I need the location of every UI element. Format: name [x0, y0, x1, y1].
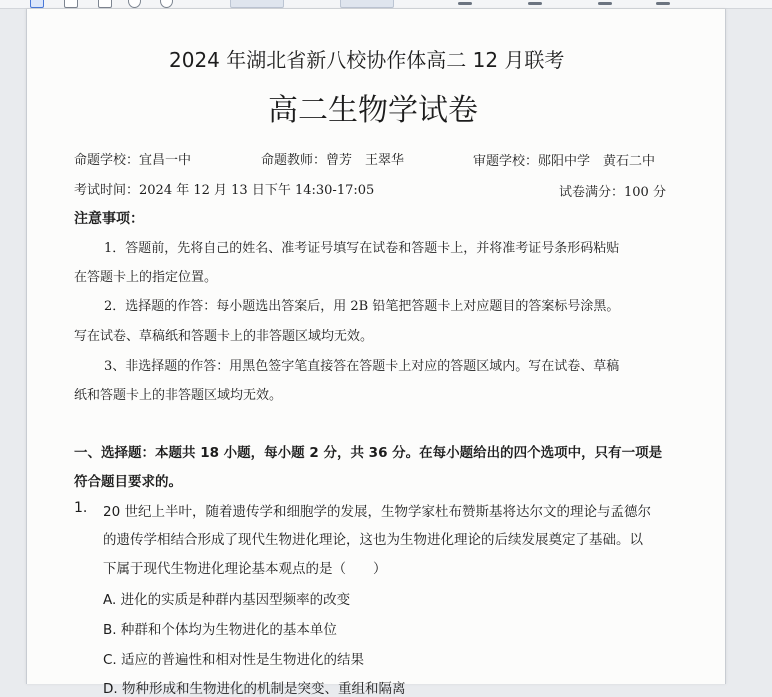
thumbnail-icon[interactable]: [64, 0, 78, 8]
review-school: 审题学校：郧阳中学 黄石二中: [473, 154, 656, 169]
menu-icon[interactable]: [656, 2, 670, 5]
section-heading-cont: 符合题目要求的。: [74, 474, 182, 490]
notice-line: 3、非选择题的作答：用黑色签字笔直接答在答题卡上对应的答题区域内。写在试卷、草稿: [104, 359, 620, 374]
notice-line: 纸和答题卡上的非答题区域均无效。: [74, 388, 283, 403]
page-number-box[interactable]: [230, 0, 284, 8]
text-tool-icon[interactable]: [598, 2, 612, 5]
document-page: [26, 9, 726, 697]
zoom-level-box[interactable]: [340, 0, 394, 8]
full-score: 试卷满分：100 分: [559, 185, 666, 200]
annotate-tool-icon[interactable]: [458, 2, 472, 5]
bookmark-icon[interactable]: [98, 0, 112, 8]
page-view-icon[interactable]: [30, 0, 44, 8]
question-number: 1.: [74, 500, 88, 516]
question-stem-line: 20 世纪上半叶，随着遗传学和细胞学的发展，生物学家杜布赞斯基将达尔文的理论与孟德尔: [103, 504, 651, 520]
highlight-tool-icon[interactable]: [528, 2, 542, 5]
option-d: D. 物种形成和生物进化的机制是突变、重组和隔离: [103, 681, 406, 697]
viewer-toolbar: [0, 0, 772, 9]
option-b: B. 种群和个体均为生物进化的基本单位: [103, 622, 337, 638]
exam-title: 2024 年湖北省新八校协作体高二 12 月联考: [169, 48, 565, 72]
zoom-out-icon[interactable]: [128, 0, 141, 8]
notice-line: 在答题卡上的指定位置。: [74, 270, 218, 285]
section-heading: 一、选择题：本题共 18 小题，每小题 2 分，共 36 分。在每小题给出的四个选项中，只有一项是: [74, 445, 663, 461]
option-c: C. 适应的普遍性和相对性是生物进化的结果: [103, 652, 365, 668]
option-a: A. 进化的实质是种群内基因型频率的改变: [103, 592, 351, 608]
notice-line: 2．选择题的作答：每小题选出答案后，用 2B 铅笔把答题卡上对应题目的答案标号涂黑。: [104, 299, 620, 314]
question-stem-line: 下属于现代生物进化理论基本观点的是（ ）: [103, 561, 387, 577]
zoom-in-icon[interactable]: [160, 0, 173, 8]
exam-time: 考试时间：2024 年 12 月 13 日下午 14:30-17:05: [74, 183, 375, 198]
notice-line: 写在试卷、草稿纸和答题卡上的非答题区域均无效。: [74, 329, 374, 344]
question-stem-line: 的遗传学相结合形成了现代生物进化理论，这也为生物进化理论的后续发展奠定了基础。以: [103, 532, 643, 548]
author-school: 命题学校：宜昌一中: [74, 153, 192, 168]
notice-heading: 注意事项：: [74, 211, 144, 227]
notice-line: 1．答题前，先将自己的姓名、准考证号填写在试卷和答题卡上，并将准考证号条形码粘贴: [104, 241, 620, 256]
author-teacher: 命题教师：曾芳 王翠华: [261, 153, 405, 168]
exam-subject: 高二生物学试卷: [268, 93, 478, 128]
